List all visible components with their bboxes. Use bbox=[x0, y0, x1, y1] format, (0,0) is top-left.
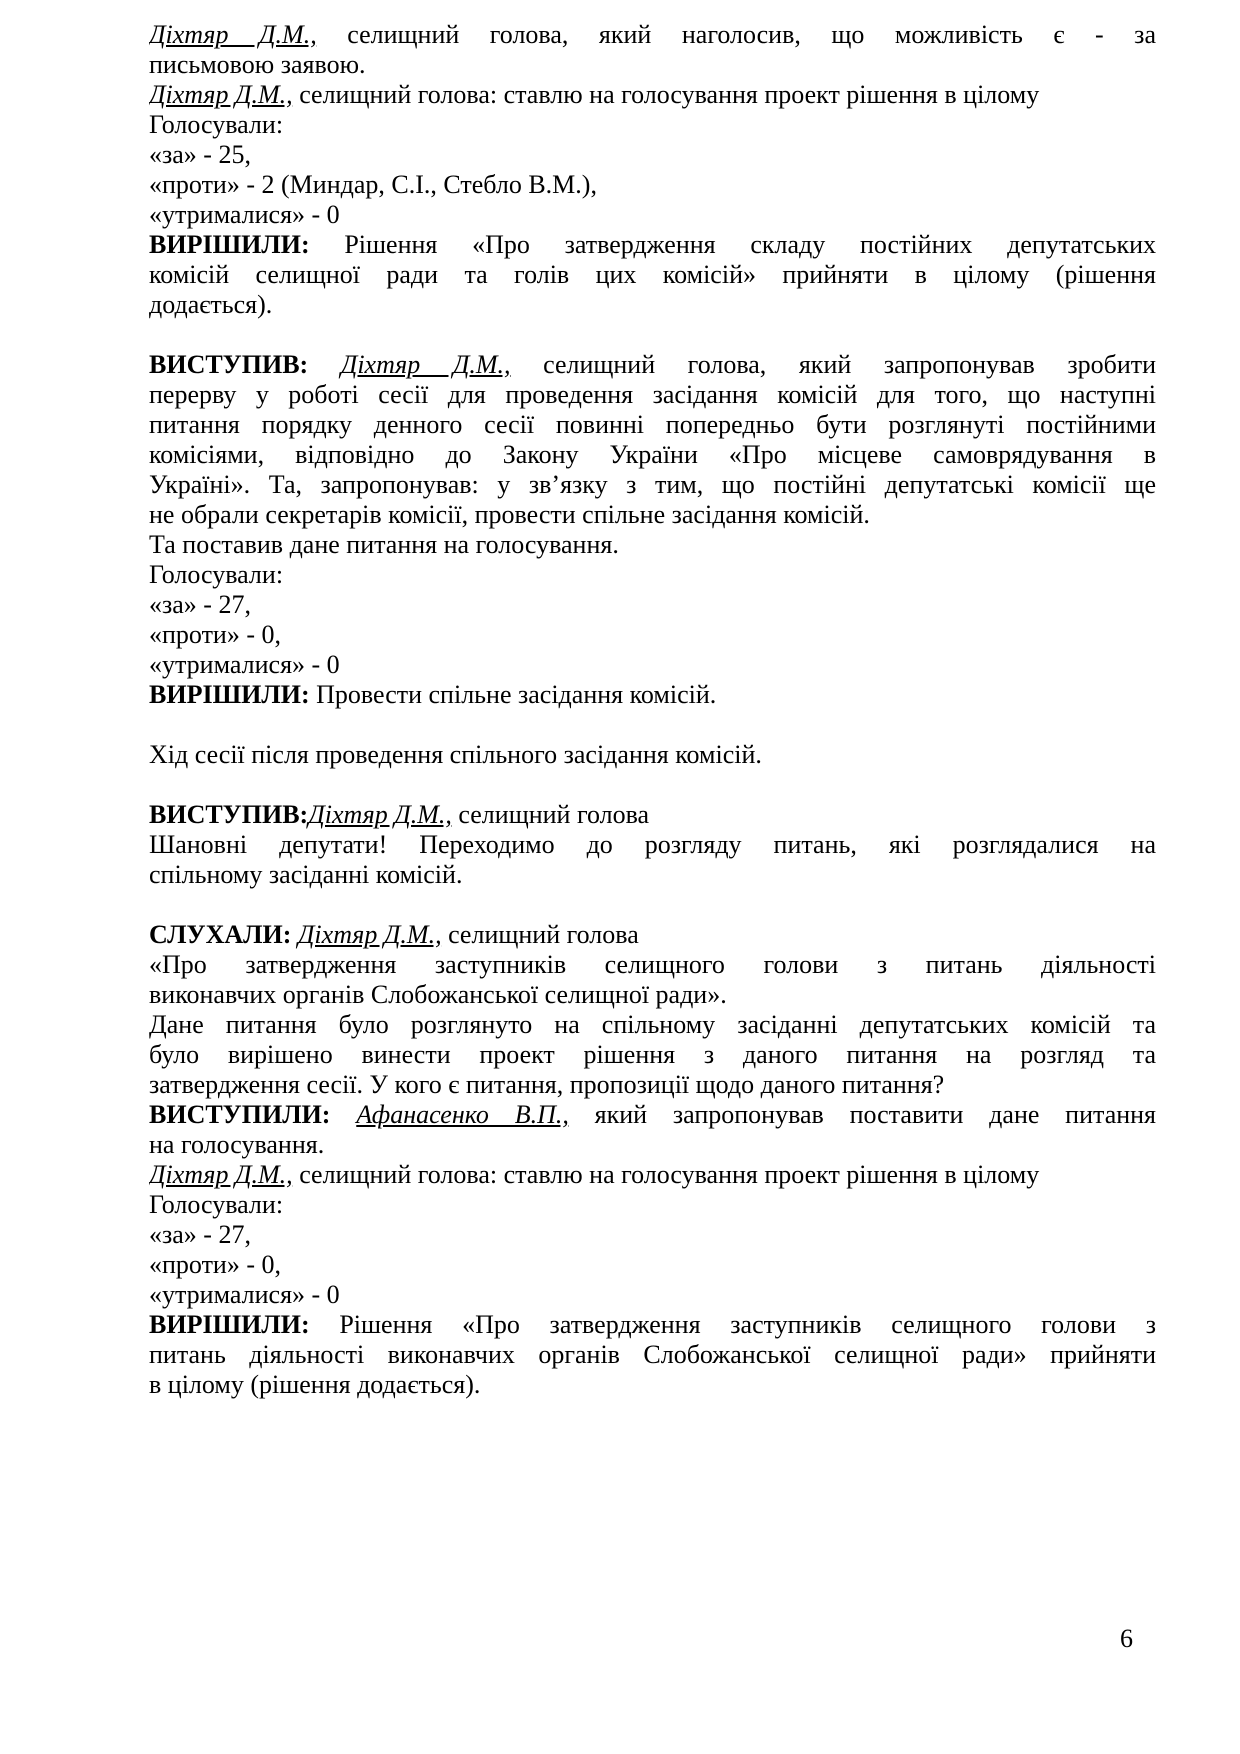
text-run: не обрали секретарів комісії, провести спільне засідання комісій. bbox=[149, 500, 870, 529]
text-run: Рішення «Про затвердження складу постійних депутатських bbox=[309, 230, 1156, 259]
text-run: селищний голова bbox=[441, 920, 639, 949]
text-run: селищний голова, який наголосив, що можливість є - за bbox=[316, 20, 1156, 49]
text-run: «за» - 27, bbox=[149, 1220, 251, 1249]
text-line bbox=[149, 348, 1156, 382]
text-line bbox=[149, 78, 1156, 112]
text-run: Провести спільне засідання комісій. bbox=[309, 680, 717, 709]
text-line bbox=[149, 1098, 1156, 1132]
text-line bbox=[149, 138, 1156, 172]
text-run: було вирішено винести проект рішення з даного питання на розгляд та bbox=[149, 1040, 1156, 1069]
speaker-name: Діхтяр Д.М., bbox=[149, 80, 293, 109]
text-run bbox=[330, 1100, 356, 1129]
text-run: комісіями, відповідно до Закону України «Про місцеве самоврядування в bbox=[149, 440, 1156, 469]
text-run: Голосували: bbox=[149, 110, 284, 139]
text-run: перерву у роботі сесії для проведення засідання комісій для того, що наступні bbox=[149, 380, 1156, 409]
section-label: ВИРІШИЛИ: bbox=[149, 230, 310, 259]
text-line bbox=[149, 198, 1156, 232]
speaker-name: Афанасенко В.П., bbox=[356, 1100, 569, 1129]
text-run: селищний голова: ставлю на голосування проект рішення в цілому bbox=[292, 1160, 1040, 1189]
text-line bbox=[149, 1248, 1156, 1282]
text-line bbox=[149, 108, 1156, 142]
section-label: ВИСТУПИВ: bbox=[149, 350, 309, 379]
text-run: питань діяльності виконавчих органів Слобожанської селищної ради» прийняти bbox=[149, 1340, 1156, 1369]
section-label: ВИРІШИЛИ: bbox=[149, 680, 310, 709]
text-run: на голосування. bbox=[149, 1130, 325, 1159]
text-run: спільному засіданні комісій. bbox=[149, 860, 463, 889]
text-line bbox=[149, 858, 1156, 892]
text-line bbox=[149, 618, 1156, 652]
text-line bbox=[149, 1308, 1156, 1342]
text-run: «за» - 25, bbox=[149, 140, 251, 169]
section-label: СЛУХАЛИ: bbox=[149, 920, 292, 949]
text-line bbox=[149, 48, 1156, 82]
text-line bbox=[149, 1368, 1156, 1402]
text-line bbox=[149, 1218, 1156, 1252]
text-line bbox=[149, 498, 1156, 532]
text-run: «утрималися» - 0 bbox=[149, 200, 340, 229]
text-run: «утрималися» - 0 bbox=[149, 1280, 340, 1309]
text-run: Шановні депутати! Переходимо до розгляду питань, які розглядалися на bbox=[149, 830, 1156, 859]
text-run: Голосували: bbox=[149, 560, 284, 589]
text-run: «проти» - 2 (Миндар, С.І., Стебло В.М.), bbox=[149, 170, 597, 199]
text-line bbox=[149, 918, 1156, 952]
text-run: додається). bbox=[149, 290, 273, 319]
text-line bbox=[149, 738, 1156, 772]
text-line bbox=[149, 648, 1156, 682]
text-line bbox=[149, 1188, 1156, 1222]
text-line bbox=[149, 558, 1156, 592]
text-line bbox=[149, 1338, 1156, 1372]
text-run: Дане питання було розглянуто на спільному засіданні депутатських комісій та bbox=[149, 1010, 1156, 1039]
text-run: «проти» - 0, bbox=[149, 620, 282, 649]
text-run bbox=[308, 350, 341, 379]
text-run: який запропонував поставити дане питання bbox=[568, 1100, 1156, 1129]
text-run: «Про затвердження заступників селищного голови з питань діяльності bbox=[149, 950, 1156, 979]
speaker-name: Діхтяр Д.М., bbox=[308, 800, 452, 829]
text-line bbox=[149, 18, 1156, 52]
text-run: «проти» - 0, bbox=[149, 1250, 282, 1279]
text-line bbox=[149, 528, 1156, 562]
text-line bbox=[149, 288, 1156, 322]
text-line bbox=[149, 1068, 1156, 1102]
text-run: Україні». Та, запропонував: у зв’язку з тим, що постійні депутатські комісії ще bbox=[149, 470, 1156, 499]
text-run: селищний голова bbox=[451, 800, 650, 829]
speaker-name: Діхтяр Д.М., bbox=[297, 920, 442, 949]
text-line bbox=[149, 948, 1156, 982]
text-run: Рішення «Про затвердження заступників селищного голови з bbox=[309, 1310, 1156, 1339]
text-line bbox=[149, 1128, 1156, 1162]
section-label: ВИСТУПИЛИ: bbox=[149, 1100, 331, 1129]
text-run: селищний голова: ставлю на голосування проект рішення в цілому bbox=[292, 80, 1040, 109]
section-label: ВИРІШИЛИ: bbox=[149, 1310, 310, 1339]
text-run: комісій селищної ради та голів цих комісій» прийняти в цілому (рішення bbox=[149, 260, 1156, 289]
text-run: питання порядку денного сесії повинні попередньо бути розглянуті постійними bbox=[149, 410, 1156, 439]
text-line bbox=[149, 258, 1156, 292]
text-line bbox=[149, 168, 1156, 202]
speaker-name: Діхтяр Д.М., bbox=[340, 350, 511, 379]
page-number: 6 bbox=[1120, 1624, 1133, 1653]
text-line bbox=[149, 978, 1156, 1012]
text-run: Та поставив дане питання на голосування. bbox=[149, 530, 619, 559]
text-line bbox=[149, 378, 1156, 412]
text-line bbox=[149, 408, 1156, 442]
text-run: «за» - 27, bbox=[149, 590, 251, 619]
text-line bbox=[149, 1278, 1156, 1312]
text-run: виконавчих органів Слобожанської селищної ради». bbox=[149, 980, 727, 1009]
text-line bbox=[149, 828, 1156, 862]
section-label: ВИСТУПИВ: bbox=[149, 800, 309, 829]
speaker-name: Діхтяр Д.М., bbox=[149, 20, 317, 49]
text-line bbox=[149, 798, 1156, 832]
text-line bbox=[149, 228, 1156, 262]
text-line bbox=[149, 678, 1156, 712]
text-run: «утрималися» - 0 bbox=[149, 650, 340, 679]
text-line bbox=[149, 468, 1156, 502]
speaker-name: Діхтяр Д.М., bbox=[149, 1160, 293, 1189]
text-run: Хід сесії після проведення спільного засідання комісій. bbox=[149, 740, 762, 769]
text-line bbox=[149, 438, 1156, 472]
text-line bbox=[149, 1158, 1156, 1192]
text-run: селищний голова, який запропонував зробити bbox=[510, 350, 1156, 379]
text-run: в цілому (рішення додається). bbox=[149, 1370, 481, 1399]
text-line bbox=[149, 1038, 1156, 1072]
text-run: письмовою заявою. bbox=[149, 50, 366, 79]
text-run: затвердження сесії. У кого є питання, пропозиції щодо даного питання? bbox=[149, 1070, 945, 1099]
text-run: Голосували: bbox=[149, 1190, 284, 1219]
text-line bbox=[149, 588, 1156, 622]
text-line bbox=[149, 1008, 1156, 1042]
